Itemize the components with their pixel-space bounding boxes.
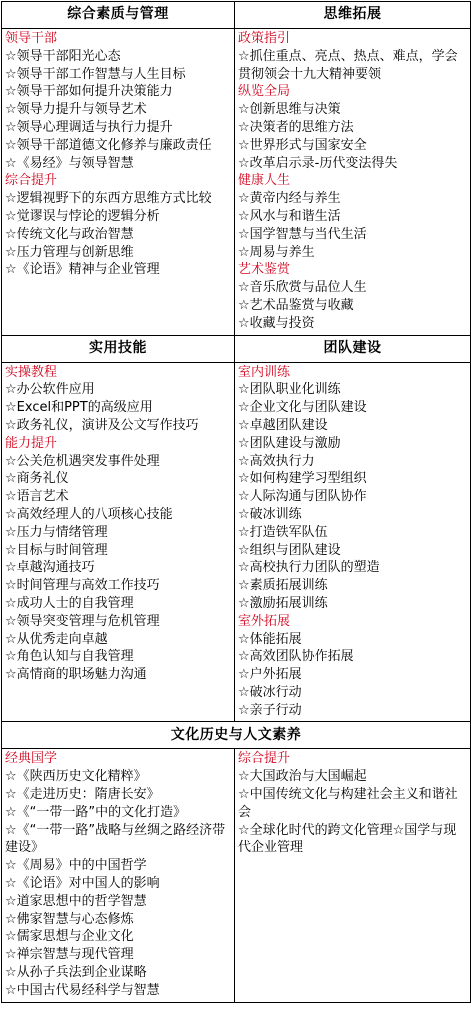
- course-item: ☆收藏与投资: [238, 315, 315, 331]
- course-item: ☆打造铁军队伍: [238, 524, 328, 540]
- course-item: ☆《论语》对中国人的影响: [5, 876, 160, 892]
- course-item: ☆传统文化与政治智慧: [5, 226, 134, 242]
- course-item: ☆领导干部工作智慧与人生目标: [5, 66, 186, 82]
- course-item: ☆《陕西历史文化精粹》: [5, 769, 147, 785]
- course-item: ☆激励拓展训练: [238, 595, 328, 611]
- cell-classical-studies: [2, 749, 235, 1002]
- course-item: ☆领导心理调适与执行力提升: [5, 119, 173, 135]
- course-item: ☆决策者的思维方法: [238, 119, 354, 135]
- course-item: ☆儒家思想与企业文化: [5, 929, 134, 945]
- cell-quality-management: [2, 29, 235, 336]
- course-item: ☆领导干部阳光心态: [5, 48, 121, 64]
- category-label: 室外拓展: [238, 613, 291, 629]
- course-item: ☆《论语》精神与企业管理: [5, 262, 160, 278]
- course-item: ☆全球化时代的跨文化管理☆国学与现代企业管理: [238, 822, 457, 856]
- course-item: ☆破冰训练: [238, 506, 302, 522]
- course-item: ☆领导突变管理与危机管理: [5, 613, 160, 629]
- course-item: ☆商务礼仪: [5, 471, 69, 487]
- course-item: ☆风水与和谐生活: [238, 208, 341, 224]
- course-item: ☆周易与养生: [238, 244, 315, 260]
- course-item: ☆高校执行力团队的塑造: [238, 560, 380, 576]
- category-label: 政策指引: [238, 31, 291, 46]
- section-title-practical-skills: 实用技能: [2, 335, 235, 362]
- category-label: 能力提升: [5, 435, 58, 451]
- section-header-row: [2, 722, 471, 749]
- category-label: 健康人生: [238, 173, 291, 189]
- course-item: ☆音乐欣赏与品位人生: [238, 280, 367, 296]
- course-item: ☆压力管理与创新思维: [5, 244, 134, 260]
- section-title-team-building: 团队建设: [235, 335, 471, 362]
- course-item: ☆国学智慧与当代生活: [238, 226, 367, 242]
- course-item: ☆抓住重点、亮点、热点、难点，学会贯彻领会十九大精神要领: [238, 48, 458, 82]
- course-item: ☆成功人士的自我管理: [5, 595, 134, 611]
- section-body-row: [2, 362, 471, 722]
- course-item: ☆破冰行动: [238, 684, 302, 700]
- section-title-culture-history: 文化历史与人文素养: [2, 722, 471, 749]
- course-item: ☆卓越团队建设: [238, 417, 328, 433]
- category-label: 综合提升: [238, 751, 291, 767]
- course-item: ☆团队建设与激励: [238, 435, 341, 451]
- course-item: ☆高情商的职场魅力沟通: [5, 667, 147, 683]
- course-item: ☆办公软件应用: [5, 382, 95, 398]
- course-item: ☆领导干部道德文化修养与廉政责任: [5, 137, 212, 153]
- section-header-row: [2, 335, 471, 362]
- course-item: ☆角色认知与自我管理: [5, 649, 134, 665]
- course-item: ☆《“一带一路”战略与丝绸之路经济带建设》: [5, 822, 226, 856]
- course-item: ☆从孙子兵法到企业谋略: [5, 965, 147, 981]
- course-item: ☆《周易》中的中国哲学: [5, 858, 147, 874]
- course-item: ☆素质拓展训练: [238, 578, 328, 594]
- course-item: ☆黄帝内经与养生: [238, 191, 341, 207]
- section-body-row: [2, 749, 471, 1002]
- course-item: ☆Excel和PPT的高级应用: [5, 400, 153, 416]
- course-item: ☆从优秀走向卓越: [5, 631, 108, 647]
- course-item: ☆卓越沟通技巧: [5, 560, 95, 576]
- course-item: ☆禅宗智慧与现代管理: [5, 947, 134, 963]
- course-item: ☆高效团队协作拓展: [238, 649, 354, 665]
- course-item: ☆觉谬误与悖论的逻辑分析: [5, 208, 160, 224]
- category-label: 艺术鉴赏: [238, 262, 291, 278]
- course-item: ☆企业文化与团队建设: [238, 400, 367, 416]
- course-item: ☆创新思维与决策: [238, 102, 341, 118]
- cell-thinking-expansion: [235, 29, 471, 336]
- course-item: ☆亲子行动: [238, 702, 302, 718]
- course-table: [1, 1, 471, 1003]
- category-label: 经典国学: [5, 751, 58, 767]
- course-item: ☆领导力提升与领导艺术: [5, 102, 147, 118]
- course-item: ☆时间管理与高效工作技巧: [5, 578, 160, 594]
- course-item: ☆中国古代易经科学与智慧: [5, 982, 160, 998]
- course-item: ☆高效经理人的八项核心技能: [5, 506, 173, 522]
- section-title-quality-management: 综合素质与管理: [2, 2, 235, 29]
- cell-practical-skills: [2, 362, 235, 722]
- course-item: ☆户外拓展: [238, 667, 302, 683]
- course-item: ☆领导干部如何提升决策能力: [5, 84, 173, 100]
- cell-team-building: [235, 362, 471, 722]
- category-label: 室内训练: [238, 364, 291, 380]
- course-item: ☆道家思想中的哲学智慧: [5, 893, 147, 909]
- course-item: ☆逻辑视野下的东西方思维方式比较: [5, 191, 212, 207]
- category-label: 综合提升: [5, 173, 58, 189]
- course-item: ☆人际沟通与团队协作: [238, 489, 367, 505]
- course-item: ☆大国政治与大国崛起: [238, 769, 367, 785]
- section-header-row: [2, 2, 471, 29]
- course-item: ☆高效执行力: [238, 453, 315, 469]
- course-item: ☆《易经》与领导智慧: [5, 155, 134, 171]
- section-title-thinking-expansion: 思维拓展: [235, 2, 471, 29]
- course-item: ☆组织与团队建设: [238, 542, 341, 558]
- course-item: ☆政务礼仪，演讲及公文写作技巧: [5, 417, 199, 433]
- course-item: ☆世界形式与国家安全: [238, 137, 367, 153]
- course-item: ☆语言艺术: [5, 489, 69, 505]
- course-item: ☆团队职业化训练: [238, 382, 341, 398]
- course-item: ☆艺术品鉴赏与收藏: [238, 297, 354, 313]
- category-label: 领导干部: [5, 31, 58, 46]
- course-item: ☆改革启示录-历代变法得失: [238, 155, 398, 171]
- cell-culture-comprehensive: [235, 749, 471, 1002]
- course-item: ☆中国传统文化与构建社会主义和谐社会: [238, 787, 458, 820]
- course-item: ☆公关危机遇突发事件处理: [5, 453, 160, 469]
- course-item: ☆目标与时间管理: [5, 542, 108, 558]
- course-item: ☆《“一带一路”中的文化打造》: [5, 804, 187, 820]
- category-label: 纵览全局: [238, 84, 291, 100]
- course-item: ☆佛家智慧与心态修炼: [5, 911, 134, 927]
- course-item: ☆如何构建学习型组织: [238, 471, 367, 487]
- section-body-row: [2, 29, 471, 336]
- course-item: ☆《走进历史：隋唐长安》: [5, 787, 160, 803]
- course-item: ☆体能拓展: [238, 631, 302, 647]
- course-item: ☆压力与情绪管理: [5, 524, 108, 540]
- category-label: 实操教程: [5, 364, 58, 380]
